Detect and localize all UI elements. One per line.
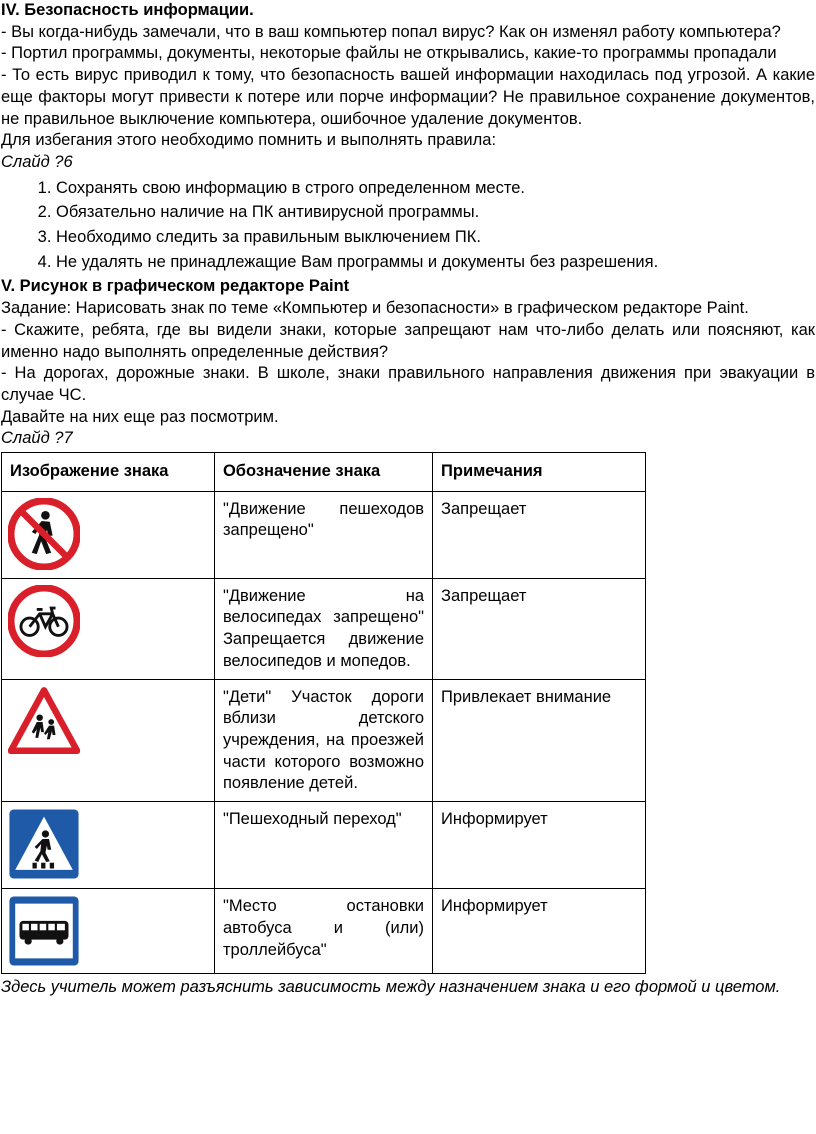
list-item: 1. Сохранять свою информацию в строго определенном месте. <box>56 178 815 200</box>
paragraph: Задание: Нарисовать знак по теме «Компьютер и безопасности» в графическом редакторе Paint. <box>1 299 749 318</box>
slide-reference: Слайд ?6 <box>1 152 73 171</box>
paragraph: - На дорогах, дорожные знаки. В школе, знаки правильного направления движения при эвакуации в случае ЧС. <box>1 364 815 404</box>
bus-stop-sign-icon <box>8 895 80 967</box>
column-header: Изображение знака <box>2 453 215 492</box>
road-signs-table <box>1 452 646 974</box>
sign-note: Запрещает <box>433 491 646 578</box>
no-pedestrians-sign-icon <box>8 498 80 570</box>
slide-reference: Слайд ?7 <box>1 429 73 448</box>
table-header-row <box>2 453 646 492</box>
paragraph: Давайте на них еще раз посмотрим. <box>1 407 279 426</box>
table-row <box>2 889 646 974</box>
pedestrian-crossing-sign-icon <box>8 808 80 880</box>
sign-note: Информирует <box>433 889 646 974</box>
sign-note: Информирует <box>433 802 646 889</box>
section-5-heading: V. Рисунок в графическом редакторе Paint <box>1 277 350 296</box>
table-row <box>2 578 646 679</box>
table-row <box>2 802 646 889</box>
paragraph: - Вы когда-нибудь замечали, что в ваш компьютер попал вирус? Как он изменял работу компьютера? <box>1 22 781 41</box>
sign-name: "Пешеходный переход" <box>214 802 432 889</box>
paragraph: - Портил программы, документы, некоторые файлы не открывались, какие-то программы пропадали <box>1 44 777 63</box>
rules-list <box>1 178 815 274</box>
list-item: 4. Не удалять не принадлежащие Вам программы и документы без разрешения. <box>56 252 815 274</box>
paragraph: Для избегания этого необходимо помнить и выполнять правила: <box>1 131 497 150</box>
teacher-note: Здесь учитель может разъяснить зависимость между назначением знака и его формой и цветом. <box>1 978 781 997</box>
sign-note: Привлекает внимание <box>433 679 646 802</box>
paragraph: - То есть вирус приводил к тому, что безопасность вашей информации находилась под угрозой. А какие еще факторы могут привести к потере или порче информации? Не правильное сохранение документов, не правильное выключение компьютера, ошибочное удаление документов. <box>1 66 815 128</box>
column-header: Обозначение знака <box>214 453 432 492</box>
sign-name: "Место остановки автобуса и (или) троллейбуса" <box>214 889 432 974</box>
sign-name: "Движение на велосипедах запрещено" Запрещается движение велосипедов и мопедов. <box>214 578 432 679</box>
sign-name: "Дети" Участок дороги вблизи детского учреждения, на проезжей части которого возможно появление детей. <box>214 679 432 802</box>
section-4-heading: IV. Безопасность информации. <box>1 1 254 19</box>
table-row <box>2 491 646 578</box>
column-header: Примечания <box>433 453 646 492</box>
list-item: 3. Необходимо следить за правильным выключением ПК. <box>56 227 815 249</box>
table-row <box>2 679 646 802</box>
no-bicycles-sign-icon <box>8 585 80 657</box>
list-item: 2. Обязательно наличие на ПК антивирусной программы. <box>56 202 815 224</box>
sign-note: Запрещает <box>433 578 646 679</box>
children-warning-sign-icon <box>8 686 80 758</box>
paragraph: - Скажите, ребята, где вы видели знаки, которые запрещают нам что-либо делать или поясняют, как именно надо выполнять определенные действия? <box>1 320 815 361</box>
sign-name: "Движение пешеходов запрещено" <box>214 491 432 578</box>
